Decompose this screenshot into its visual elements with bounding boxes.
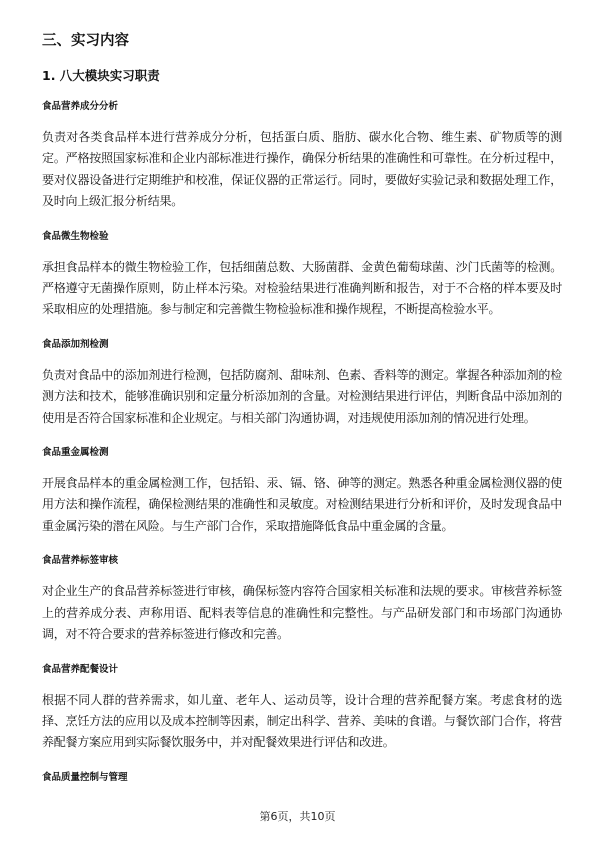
module-body: 负责对食品中的添加剂进行检测，包括防腐剂、甜味剂、色素、香料等的测定。掌握各种添加剂的检测方法和技术，能够准确识别和定量分析添加剂的含量。对检测结果进行评估，判断食品中添加剂的使用是否符合国家标准和企业规定。与相关部门沟通协调，对违规使用添加剂的情况进行处理。 [42,367,562,425]
module-heavy-metals [42,443,562,537]
module-heading: 食品质量控制与管理 [42,771,128,783]
module-body: 承担食品样本的微生物检验工作，包括细菌总数、大肠菌群、金黄色葡萄球菌、沙门氏菌等的检测。严格遵守无菌操作原则，防止样本污染。对检验结果进行准确判断和报告，对于不合格的样本要及时采取相应的处理措施。参与制定和完善微生物检验标准和操作规程，不断提高检验水平。 [42,259,562,317]
module-additives [42,335,562,429]
module-heading: 食品重金属检测 [42,447,109,459]
module-heading: 食品微生物检验 [42,230,109,242]
module-body: 根据不同人群的营养需求，如儿童、老年人、运动员等，设计合理的营养配餐方案。考虑食材的选择、烹饪方法的应用以及成本控制等因素，制定出科学、营养、美味的食谱。与餐饮部门合作，将营养配餐方案应用到实际餐饮服务中，并对配餐效果进行评估和改进。 [42,692,562,750]
module-nutrition-analysis [42,97,562,213]
module-meal-design [42,660,562,754]
module-quality-control [42,768,562,788]
module-heading: 食品营养配餐设计 [42,663,119,675]
section-subtitle: 1. 八大模块实习职责 [42,68,160,83]
module-body: 对企业生产的食品营养标签进行审核，确保标签内容符合国家相关标准和法规的要求。审核营养标签上的营养成分表、声称用语、配料表等信息的准确性和完整性。与产品研发部门和市场部门沟通协调，对不符合要求的营养标签进行修改和完善。 [42,584,562,642]
module-heading: 食品营养成分分析 [42,101,119,112]
module-heading: 食品添加剂检测 [42,338,109,350]
page-content [42,30,562,798]
module-body: 开展食品样本的重金属检测工作，包括铅、汞、镉、铬、砷等的测定。熟悉各种重金属检测仪器的使用方法和操作流程，确保检测结果的准确性和灵敏度。对检测结果进行分析和评价，及时发现食品中重金属污染的潜在风险。与生产部门合作，采取措施降低食品中重金属的含量。 [42,476,562,533]
module-heading: 食品营养标签审核 [42,555,119,567]
module-microbiology [42,227,562,321]
page-number: 第6页，共10页 [259,810,336,823]
module-body: 负责对各类食品样本进行营养成分分析，包括蛋白质、脂肪、碳水化合物、维生素、矿物质等的测定。严格按照国家标准和企业内部标准进行操作，确保分析结果的准确性和可靠性。在分析过程中，要对仪器设备进行定期维护和校准，保证仪器的正常运行。同时，要做好实验记录和数据处理工作，及时向上级汇报分析结果。 [42,130,562,209]
section-title: 三、实习内容 [42,33,129,49]
module-nutrition-label [42,551,562,645]
